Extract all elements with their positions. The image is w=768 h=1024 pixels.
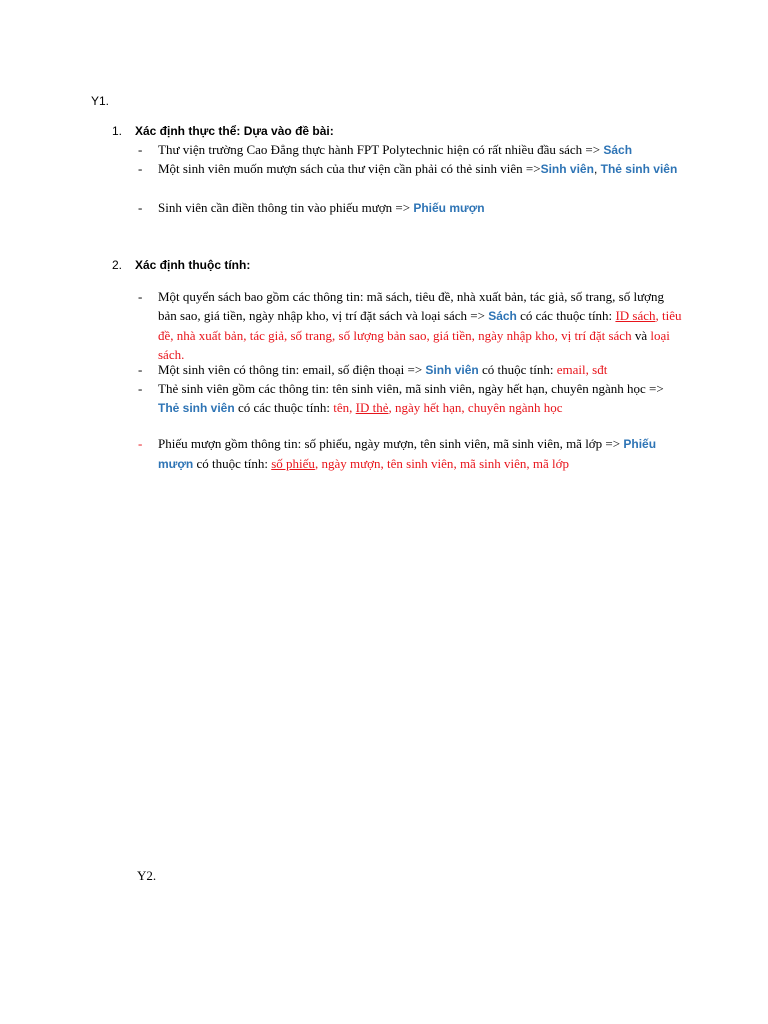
list-item: - Sinh viên cần điền thông tin vào phiếu mượn => Phiếu mượn <box>138 200 485 215</box>
section2-number: 2. <box>112 258 123 272</box>
section2-title: Xác định thuộc tính: <box>135 258 251 272</box>
list-item: - Thư viện trường Cao Đẳng thực hành FPT Polytechnic hiện có rất nhiều đầu sách => Sách <box>138 142 633 157</box>
entity-sach: Sách <box>603 143 633 157</box>
list-item: - Phiếu mượn gồm thông tin: số phiếu, ngày mượn, tên sinh viên, mã sinh viên, mã lớp => Phiếu mượn có thuộc tính: số phiếu, ngày mượn, tên sinh viên, mã sinh viên, mã lớp <box>138 436 657 471</box>
heading-y2: Y2. <box>137 868 157 883</box>
list-item: - Một sinh viên có thông tin: email, số điện thoại => Sinh viên có thuộc tính: email, sđt <box>138 362 608 377</box>
entity-the-sinh-vien: Thẻ sinh viên <box>600 162 678 176</box>
section1-number: 1. <box>112 124 123 138</box>
entity-phieu-muon: Phiếu mượn <box>413 201 485 215</box>
list-item: - Một sinh viên muốn mượn sách của thư viện cần phải có thẻ sinh viên =>Sinh viên, Thẻ sinh viên <box>138 161 678 176</box>
section1-title: Xác định thực thể: Dựa vào đề bài: <box>135 124 334 138</box>
heading-y1: Y1. <box>91 94 110 108</box>
list-item: - Một quyển sách bao gồm các thông tin: mã sách, tiêu đề, nhà xuất bản, tác giả, số trang, số lượng bản sao, giá tiền, ngày nhập kho, vị trí đặt sách và loại sách => Sách có các thuộc tính: ID sách, tiêu đề, nhà xuất bản, tác giả, số trang, số lượng bản sao, giá tiền, ngày nhập kho, vị trí đặt sách và loại sách. <box>138 289 682 362</box>
entity-sinh-vien: Sinh viên <box>540 162 594 176</box>
list-item: - Thẻ sinh viên gồm các thông tin: tên sinh viên, mã sinh viên, ngày hết hạn, chuyên ngành học => Thẻ sinh viên có các thuộc tính: tên, ID thẻ, ngày hết hạn, chuyên ngành học <box>138 381 664 415</box>
